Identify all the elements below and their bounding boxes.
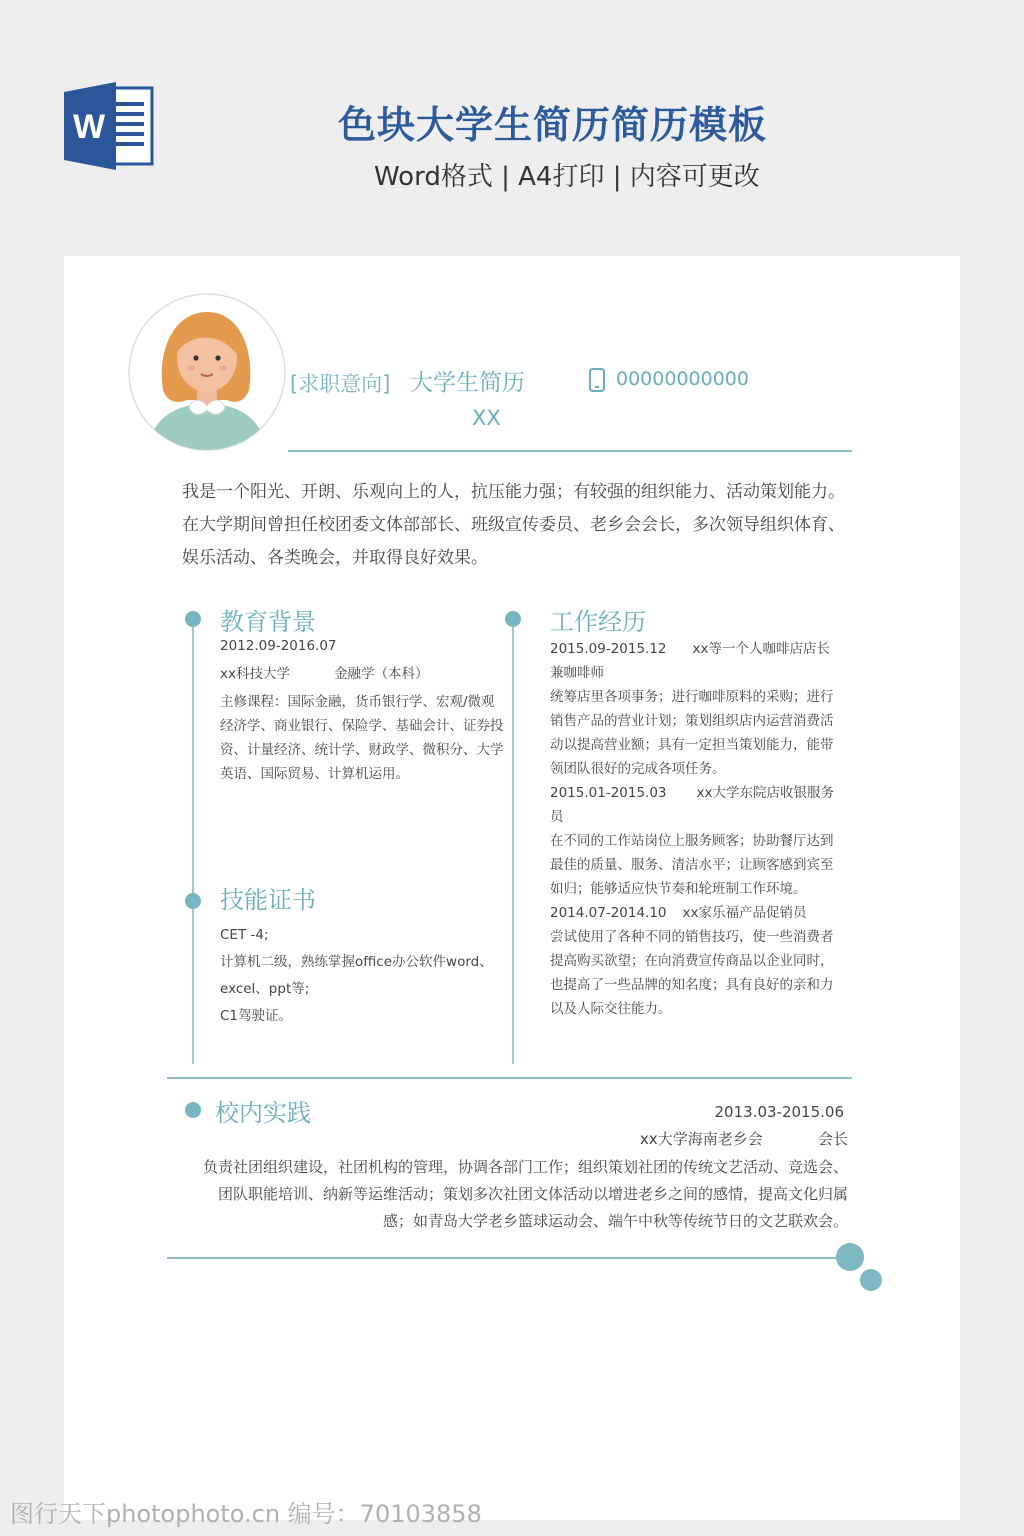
work-org-role: xx等一个人咖啡店店长兼咖啡师: [550, 641, 831, 681]
campus-period: 2013.03-2015.06: [714, 1103, 844, 1121]
header-divider: [288, 450, 852, 452]
decor-dot-large: [836, 1243, 864, 1271]
education-major: 金融学（本科）: [334, 666, 429, 682]
education-period: 2012.09-2016.07: [220, 638, 337, 654]
campus-title: 校内实践: [215, 1099, 311, 1127]
work-period: 2015.01-2015.03: [550, 785, 667, 801]
work-org-role: xx大学东院店收银服务员: [550, 785, 835, 825]
job-intent-label: [求职意向]: [290, 372, 391, 396]
work-desc: 统筹店里各项事务；进行咖啡原料的采购；进行销售产品的营业计划；策划组织店内运营消费活动以提高营业额；具有一定担当策划能力，能带领团队很好的完成各项任务。: [550, 689, 834, 777]
education-courses: 主修课程：国际金融，货币银行学、宏观/微观经济学、商业银行、保险学、基础会计、证券投资、计量经济、统计学、财政学、微积分、大学英语、国际贸易、计算机运用。: [220, 694, 504, 782]
candidate-name: XX: [472, 406, 501, 430]
avatar: [127, 292, 287, 452]
education-dot: [185, 611, 201, 627]
work-item: [550, 901, 842, 1021]
campus-role: 会长: [818, 1130, 849, 1148]
right-timeline: [512, 620, 514, 1064]
page-subtitle: Word格式 | A4打印 | 内容可更改: [374, 162, 760, 192]
word-icon-letter: W: [72, 108, 106, 146]
skill-item: 计算机二级，熟练掌握office办公软件word、excel、ppt等;: [220, 954, 493, 997]
work-title: 工作经历: [550, 608, 646, 636]
skills-title: 技能证书: [220, 886, 316, 914]
work-org-role: xx家乐福产品促销员: [682, 905, 807, 921]
campus-divider: [167, 1077, 852, 1079]
work-period: 2014.07-2014.10: [550, 905, 667, 921]
left-timeline: [192, 620, 194, 1064]
work-item: [550, 781, 842, 901]
education-title: 教育背景: [220, 608, 316, 636]
skills-list: [220, 922, 504, 1030]
word-icon: [64, 82, 156, 170]
work-period: 2015.09-2015.12: [550, 641, 667, 657]
phone-number: 00000000000: [616, 368, 749, 390]
skill-item: CET -4;: [220, 927, 269, 943]
skill-item: C1驾驶证。: [220, 1008, 293, 1024]
footer-divider: [167, 1257, 837, 1259]
campus-desc: 负责社团组织建设，社团机构的管理，协调各部门工作；组织策划社团的传统文艺活动、竞选会、团队职能培训、纳新等运维活动；策划多次社团文体活动以增进老乡之间的感情，提高文化归属感；如青岛大学老乡篮球运动会、端午中秋等传统节日的文艺联欢会。: [202, 1158, 848, 1230]
phone-icon: [588, 368, 606, 392]
work-desc: 在不同的工作站岗位上服务顾客；协助餐厅达到最佳的质量、服务、清洁水平；让顾客感到宾至如归；能够适应快节奏和轮班制工作环境。: [550, 833, 834, 897]
campus-org: xx大学海南老乡会: [640, 1130, 763, 1148]
education-school: xx科技大学: [220, 666, 290, 682]
campus-dot: [185, 1102, 201, 1118]
job-intent-value: 大学生简历: [410, 370, 525, 396]
work-item: [550, 637, 842, 781]
self-intro: 我是一个阳光、开朗、乐观向上的人，抗压能力强；有较强的组织能力、活动策划能力。在大学期间曾担任校团委文体部部长、班级宣传委员、老乡会会长，多次领导组织体育、娱乐活动、各类晚会，并取得良好效果。: [182, 482, 845, 568]
watermark: 图行天下photophoto.cn 编号：70103858: [10, 1500, 482, 1528]
decor-dot-small: [860, 1269, 882, 1291]
page-title: 色块大学生简历简历模板: [338, 103, 768, 147]
work-dot: [505, 611, 521, 627]
skills-dot: [185, 893, 201, 909]
work-desc: 尝试使用了各种不同的销售技巧，使一些消费者提高购买欲望；在向消费宣传商品以企业同时，也提高了一些品牌的知名度；具有良好的亲和力以及人际交往能力。: [550, 929, 834, 1017]
